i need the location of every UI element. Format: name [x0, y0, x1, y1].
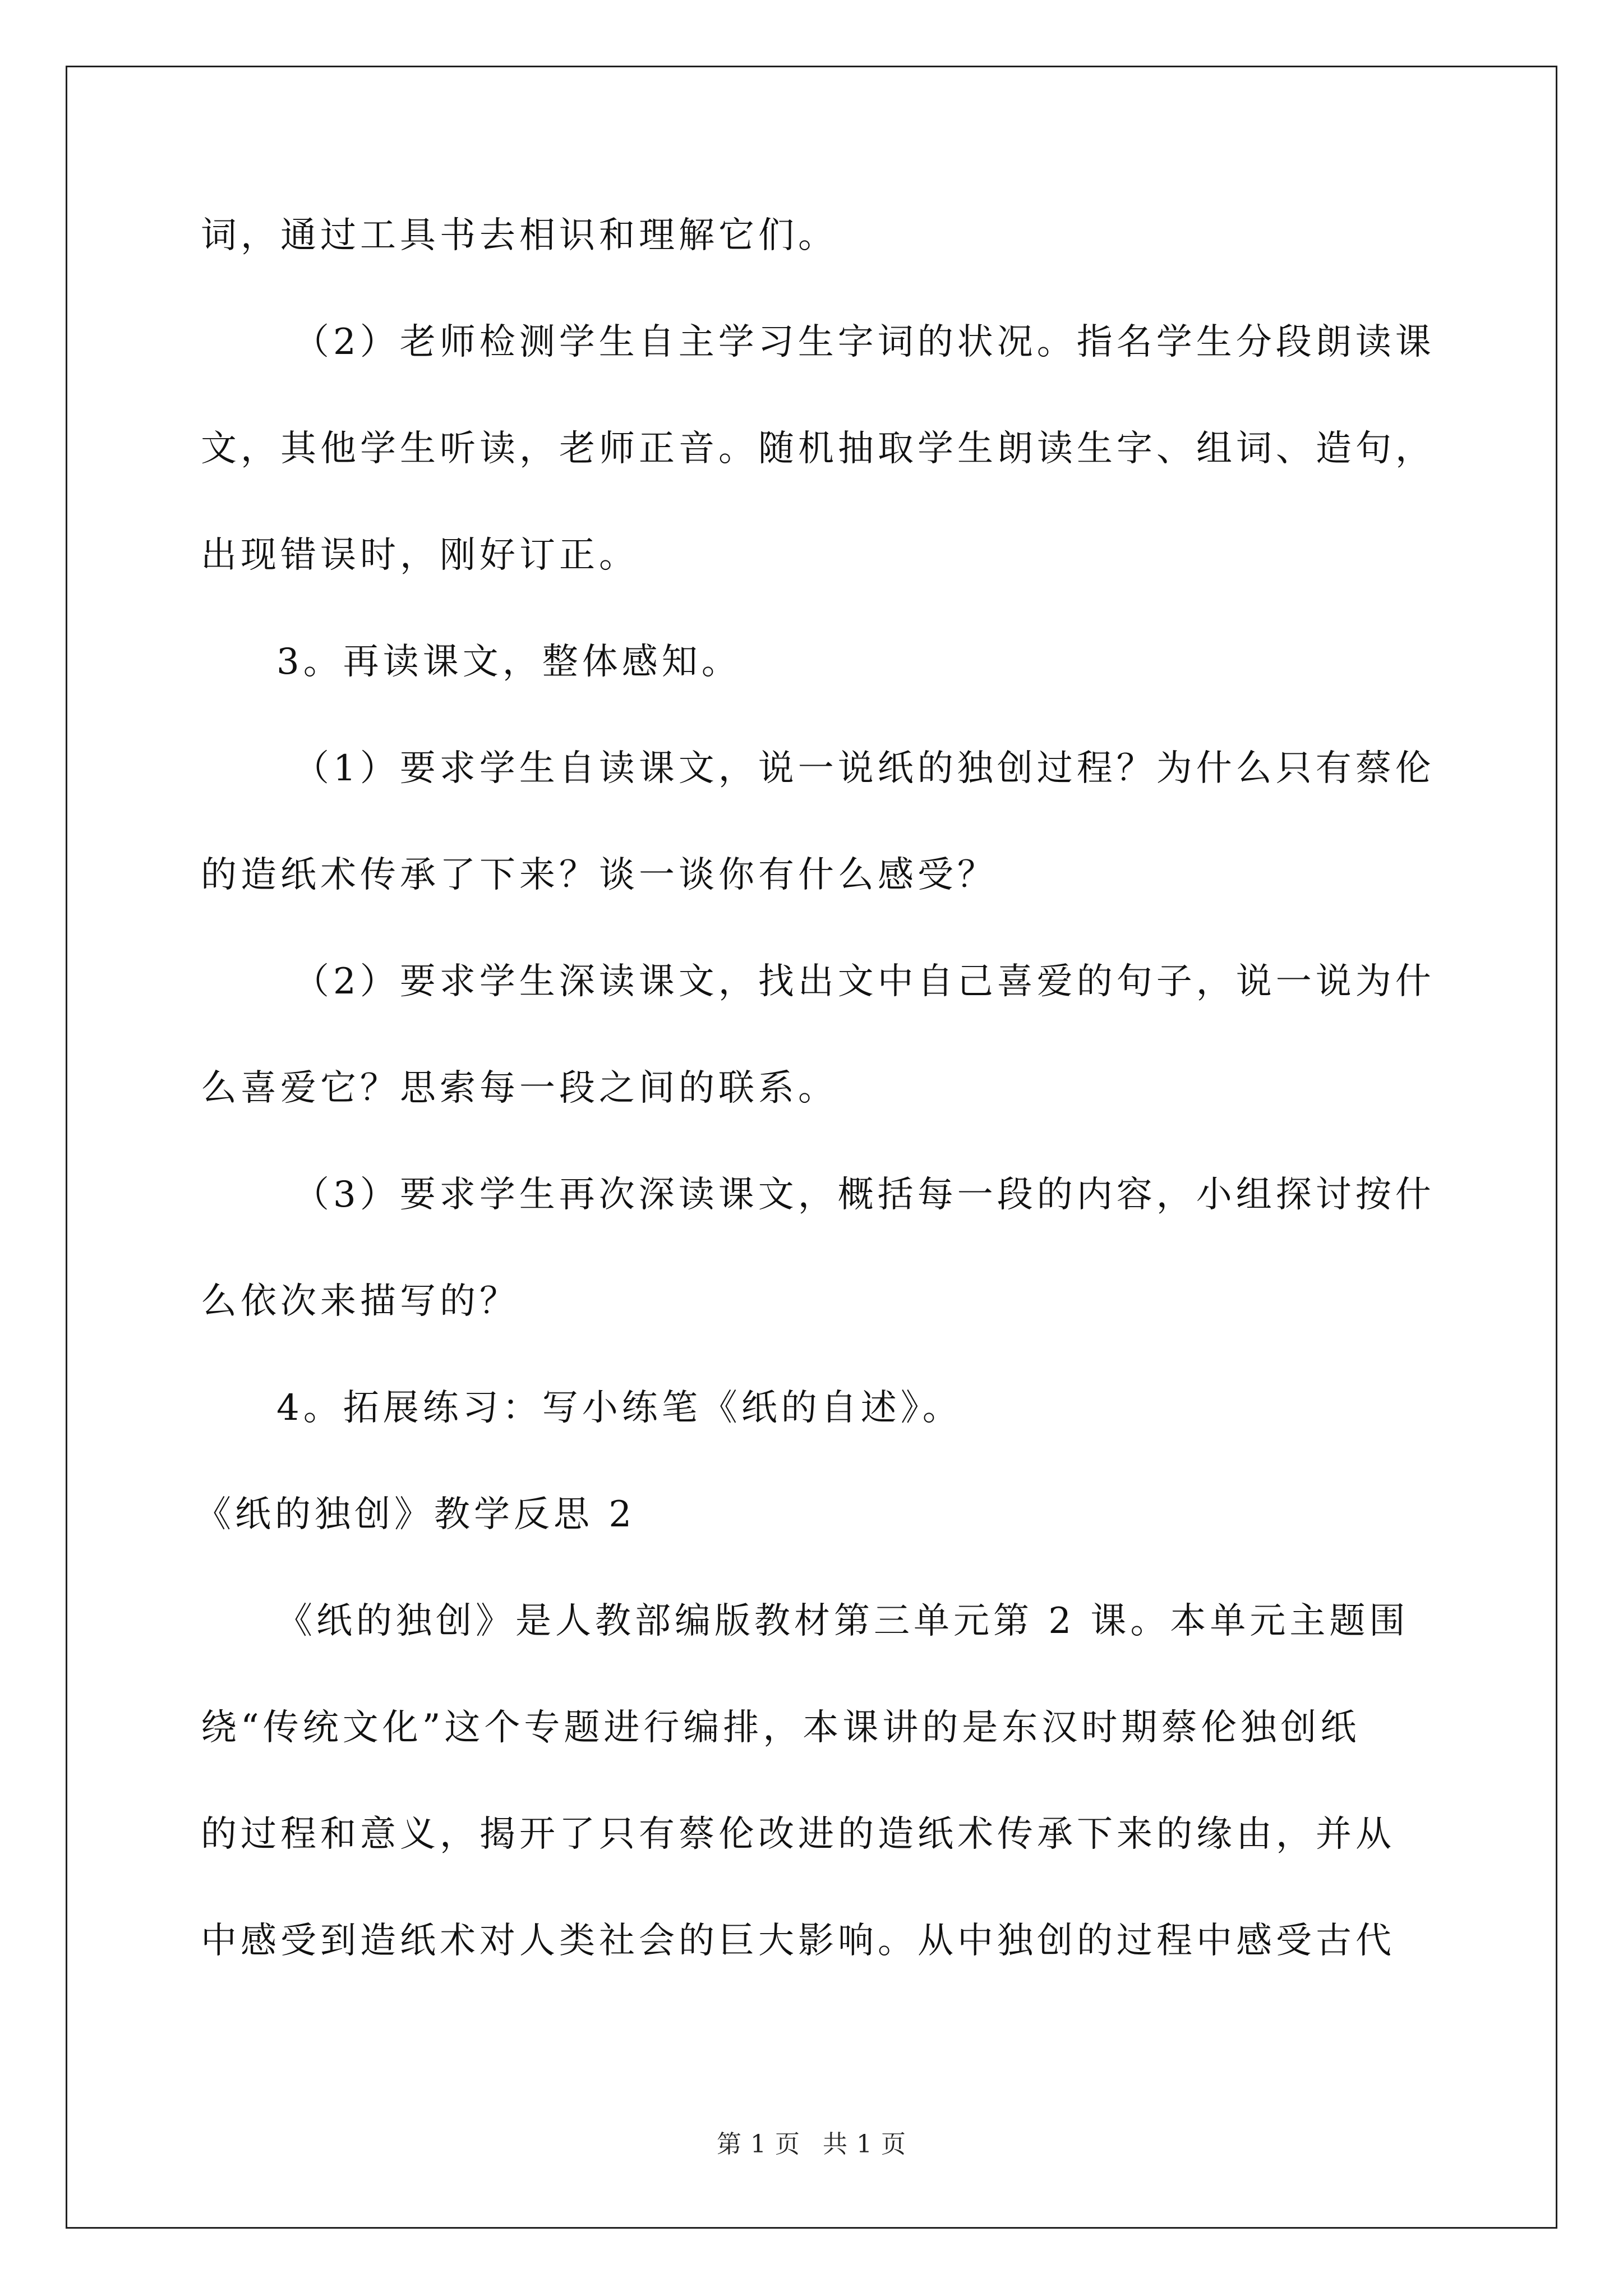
page-footer	[0, 2129, 1623, 2160]
text-line: （3）要求学生再次深读课文，概括每一段的内容，小组探讨按什	[293, 1174, 1435, 1216]
text-line: 么喜爱它？思索每一段之间的联系。	[201, 1068, 838, 1109]
text-line: 3。再读课文，整体感知。	[276, 641, 741, 683]
text-line: 出现错误时，刚好订正。	[201, 535, 639, 576]
text-line: （2）要求学生深读课文，找出文中自己喜爱的句子，说一说为什	[293, 961, 1435, 1002]
text-line: 《纸的独创》是人教部编版教材第三单元第 2 课。本单元主题围	[276, 1600, 1409, 1642]
text-line: 的过程和意义，揭开了只有蔡伦改进的造纸术传承下来的缘由，并从	[201, 1814, 1395, 1855]
text-line: （2）老师检测学生自主学习生字词的状况。指名学生分段朗读课	[293, 321, 1435, 363]
text-line: 么依次来描写的？	[201, 1281, 519, 1322]
text-line: （1）要求学生自读课文，说一说纸的独创过程？为什么只有蔡伦	[293, 748, 1435, 789]
section-heading: 《纸的独创》教学反思 2	[195, 1494, 636, 1535]
text-line: 中感受到造纸术对人类社会的巨大影响。从中独创的过程中感受古代	[201, 1920, 1395, 1962]
text-line: 的造纸术传承了下来？谈一谈你有什么感受？	[201, 854, 997, 896]
page-total: 共 1 页	[823, 2130, 906, 2159]
page-number: 第 1 页	[717, 2130, 800, 2159]
text-line: 绕“传统文化”这个专题进行编排，本课讲的是东汉时期蔡伦独创纸	[201, 1707, 1361, 1749]
text-line: 4。拓展练习：写小练笔《纸的自述》。	[276, 1387, 962, 1429]
text-line: 词，通过工具书去相识和理解它们。	[201, 215, 838, 256]
page-border	[66, 66, 1557, 2229]
text-line: 文，其他学生听读，老师正音。随机抽取学生朗读生字、组词、造句，	[201, 428, 1435, 470]
